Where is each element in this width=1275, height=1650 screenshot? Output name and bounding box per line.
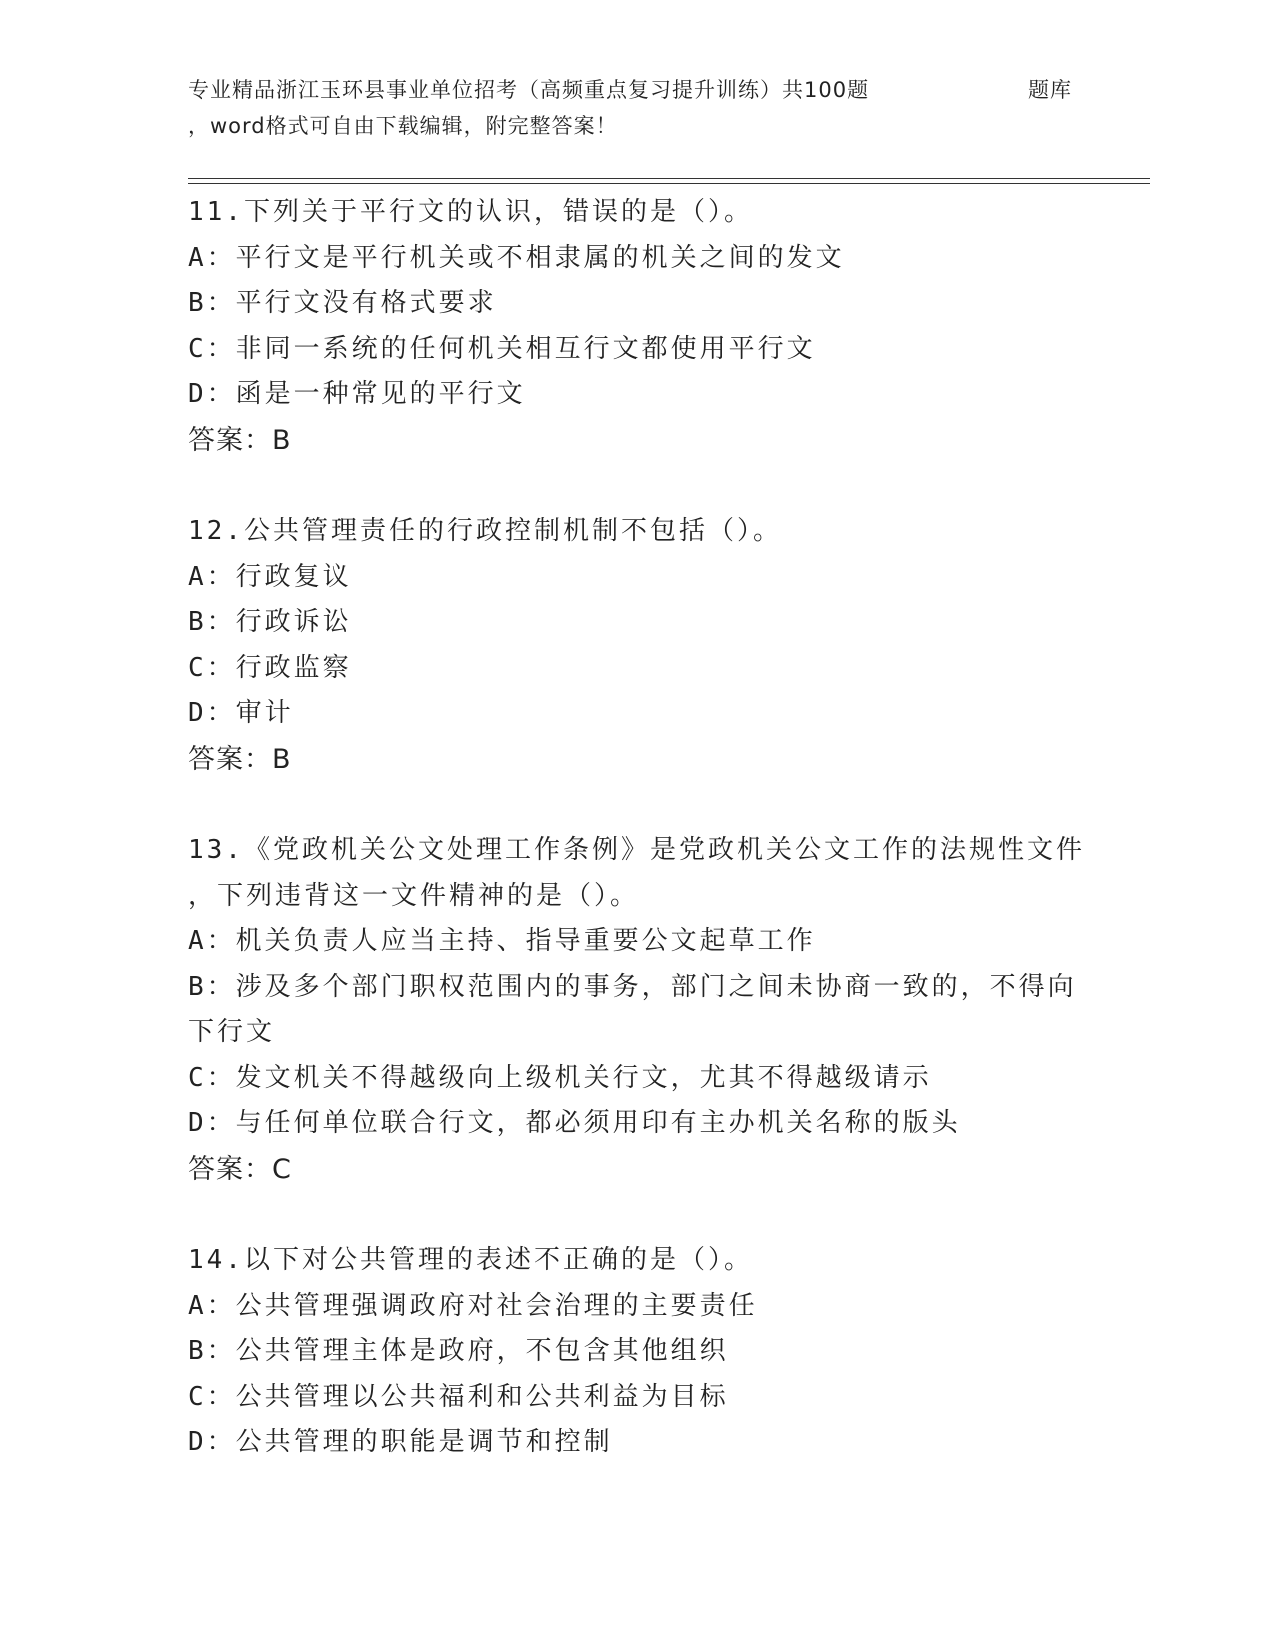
- header-title-line1: [188, 72, 1148, 108]
- option-c: C：公共管理以公共福利和公共利益为目标: [188, 1381, 729, 1412]
- option-d: D：审计: [188, 698, 294, 728]
- option-b-continued: 下行文: [188, 1017, 276, 1047]
- option-b: B：平行文没有格式要求: [188, 288, 497, 318]
- option-c: C：发文机关不得越级向上级机关行文，尤其不得越级请示: [188, 1062, 932, 1093]
- option-b: B：涉及多个部门职权范围内的事务，部门之间未协商一致的，不得向: [188, 971, 1077, 1002]
- option-a: A：公共管理强调政府对社会治理的主要责任: [188, 1290, 758, 1321]
- option-a: A：平行文是平行机关或不相隶属的机关之间的发文: [188, 242, 845, 273]
- header-rule-top: [188, 178, 1150, 179]
- header-tag: 题库: [1028, 78, 1072, 102]
- option-c: C：非同一系统的任何机关相互行文都使用平行文: [188, 333, 816, 364]
- option-c: C：行政监察: [188, 652, 352, 683]
- option-b: B：公共管理主体是政府，不包含其他组织: [188, 1336, 729, 1366]
- question-stem: 13.《党政机关公文处理工作条例》是党政机关公文工作的法规性文件: [188, 835, 1085, 865]
- question-13: [188, 828, 1088, 1192]
- question-list: [188, 190, 1088, 1512]
- header-title-line2: ，word格式可自由下载编辑，附完整答案！: [188, 114, 618, 138]
- question-stem: 12.公共管理责任的行政控制机制不包括（）。: [188, 516, 782, 546]
- option-d: D：函是一种常见的平行文: [188, 379, 526, 409]
- question-stem-continued: ，下列违背这一文件精神的是（）。: [188, 880, 640, 911]
- header-title-text: 专业精品浙江玉环县事业单位招考（高频重点复习提升训练）共100题: [188, 78, 870, 102]
- answer-line: 答案：C: [188, 1153, 292, 1185]
- option-d: D：公共管理的职能是调节和控制: [188, 1427, 613, 1457]
- answer-line: 答案：B: [188, 424, 292, 456]
- option-a: A：机关负责人应当主持、指导重要公文起草工作: [188, 926, 816, 956]
- answer-line: 答案：B: [188, 743, 292, 775]
- question-12: [188, 509, 1088, 782]
- option-b: B：行政诉讼: [188, 607, 352, 637]
- option-d: D：与任何单位联合行文，都必须用印有主办机关名称的版头: [188, 1108, 961, 1138]
- header-rule-bottom: [188, 183, 1150, 184]
- question-stem: 11.下列关于平行文的认识，错误的是（）。: [188, 197, 753, 227]
- question-11: [188, 190, 1088, 463]
- option-a: A：行政复议: [188, 561, 352, 592]
- question-stem: 14.以下对公共管理的表述不正确的是（）。: [188, 1245, 753, 1275]
- question-14: [188, 1238, 1088, 1466]
- document-header: [188, 72, 1148, 144]
